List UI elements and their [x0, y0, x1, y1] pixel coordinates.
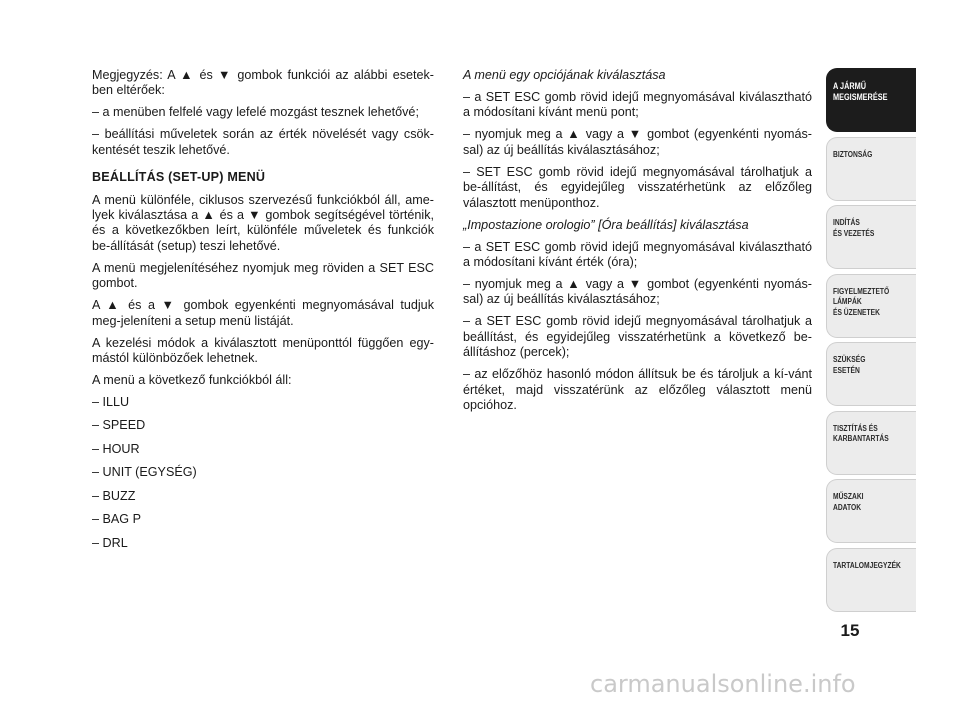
left-text-column [92, 68, 434, 559]
paragraph: A menü egy opciójának kiválasztása [463, 68, 666, 82]
tab-label: TISZTÍTÁS ÉS KARBANTARTÁS [833, 422, 889, 444]
tab-label: SZÜKSÉG ESETÉN [833, 354, 866, 375]
paragraph: – a SET ESC gomb rövid idejű megnyomásával tárolhatjuk a beállítást, és egyidejűleg visszatérhetünk a következő be-állításhoz (percek); [463, 314, 812, 360]
paragraph: A menü megjelenítéséhez nyomjuk meg röviden a SET ESC gombot. [92, 260, 434, 291]
paragraph: A ▲ és a ▼ gombok egyenkénti megnyomásával tudjuk meg-jeleníteni a setup menü listáját. [92, 298, 434, 328]
tab-a-jarmu-megismerese[interactable] [826, 68, 916, 132]
paragraph: Megjegyzés: A ▲ és ▼ gombok funkciói az alábbi esetek-ben eltérőek: [92, 68, 434, 98]
tab-label: FIGYELMEZTETŐ LÁMPÁK ÉS ÜZENETEK [833, 285, 890, 317]
list-item: – DRL [92, 535, 128, 550]
tab-szukseg-eseten[interactable] [826, 342, 916, 406]
tab-label: MŰSZAKI ADATOK [833, 491, 864, 512]
tab-label: TARTALOMJEGYZÉK [833, 559, 901, 570]
paragraph: – az előzőhöz hasonló módon állítsuk be és tároljuk a kí-vánt értéket, majd visszatérünk az előzőleg választott menü opcióhoz. [463, 367, 812, 413]
paragraph: – a SET ESC gomb rövid idejű megnyomásával kiválasztható a módosítani kívánt menü pont; [463, 90, 812, 120]
tab-inditas-es-vezetes[interactable] [826, 205, 916, 269]
tab-muszaki-adatok[interactable] [826, 479, 916, 543]
paragraph: A menü a következő funkciókból áll: [92, 373, 292, 388]
paragraph: „Impostazione orologio” [Óra beállítás] kiválasztása [463, 217, 749, 232]
paragraph: – nyomjuk meg a ▲ vagy a ▼ gombot (egyenkénti nyomás-sal) az új beállítás kiválasztásához; [463, 277, 812, 307]
paragraph: – nyomjuk meg a ▲ vagy a ▼ gombot (egyenkénti nyomás-sal) az új beállítás kiválasztásához; [463, 127, 812, 157]
paragraph: A menü különféle, ciklusos szervezésű funkciókból áll, ame-lyek kiválasztása a ▲ és a ▼ gombok segítségével történik, és a következőkben leírt, különféle műveletek és funkciók be-állítását (setup) teszi lehetővé. [92, 192, 434, 253]
watermark: carmanualsonline.info [590, 670, 856, 698]
chapter-tabs [826, 68, 916, 616]
tab-label: BIZTONSÁG [833, 148, 873, 159]
list-item: – ILLU [92, 395, 130, 410]
list-item: – BUZZ [92, 488, 136, 503]
list-item: – BAG P [92, 512, 141, 527]
tab-tisztitas-es-karbantartas[interactable] [826, 411, 916, 475]
page-number: 15 [840, 621, 860, 640]
tab-tartalomjegyzek[interactable] [826, 548, 916, 612]
right-text-column [463, 68, 812, 420]
tab-figyelmezteto-lampak[interactable] [826, 274, 916, 338]
paragraph: – beállítási műveletek során az érték növelését vagy csök-kentését teszik lehetővé. [92, 127, 434, 157]
paragraph: A kezelési módok a kiválasztott menüponttól függően egy-mástól különbözőek lehetnek. [92, 335, 434, 366]
tab-label: A JÁRMŰ MEGISMERÉSE [833, 80, 888, 103]
paragraph: – a SET ESC gomb rövid idejű megnyomásával kiválasztható a módosítani kívánt érték (óra); [463, 239, 812, 270]
paragraph: – a menüben felfelé vagy lefelé mozgást tesznek lehetővé; [92, 105, 419, 120]
list-item: – UNIT (EGYSÉG) [92, 465, 197, 480]
tab-label: INDÍTÁS ÉS VEZETÉS [833, 217, 875, 238]
list-item: – SPEED [92, 418, 146, 433]
tab-biztonsag[interactable] [826, 137, 916, 201]
list-item: – HOUR [92, 441, 140, 456]
section-heading: BEÁLLÍTÁS (SET-UP) MENÜ [92, 170, 266, 185]
paragraph: – SET ESC gomb rövid idejű megnyomásával tárolhatjuk a be-állítást, és egyidejűleg visszatérhetünk az előzőleg választott menüponthoz. [463, 164, 812, 210]
